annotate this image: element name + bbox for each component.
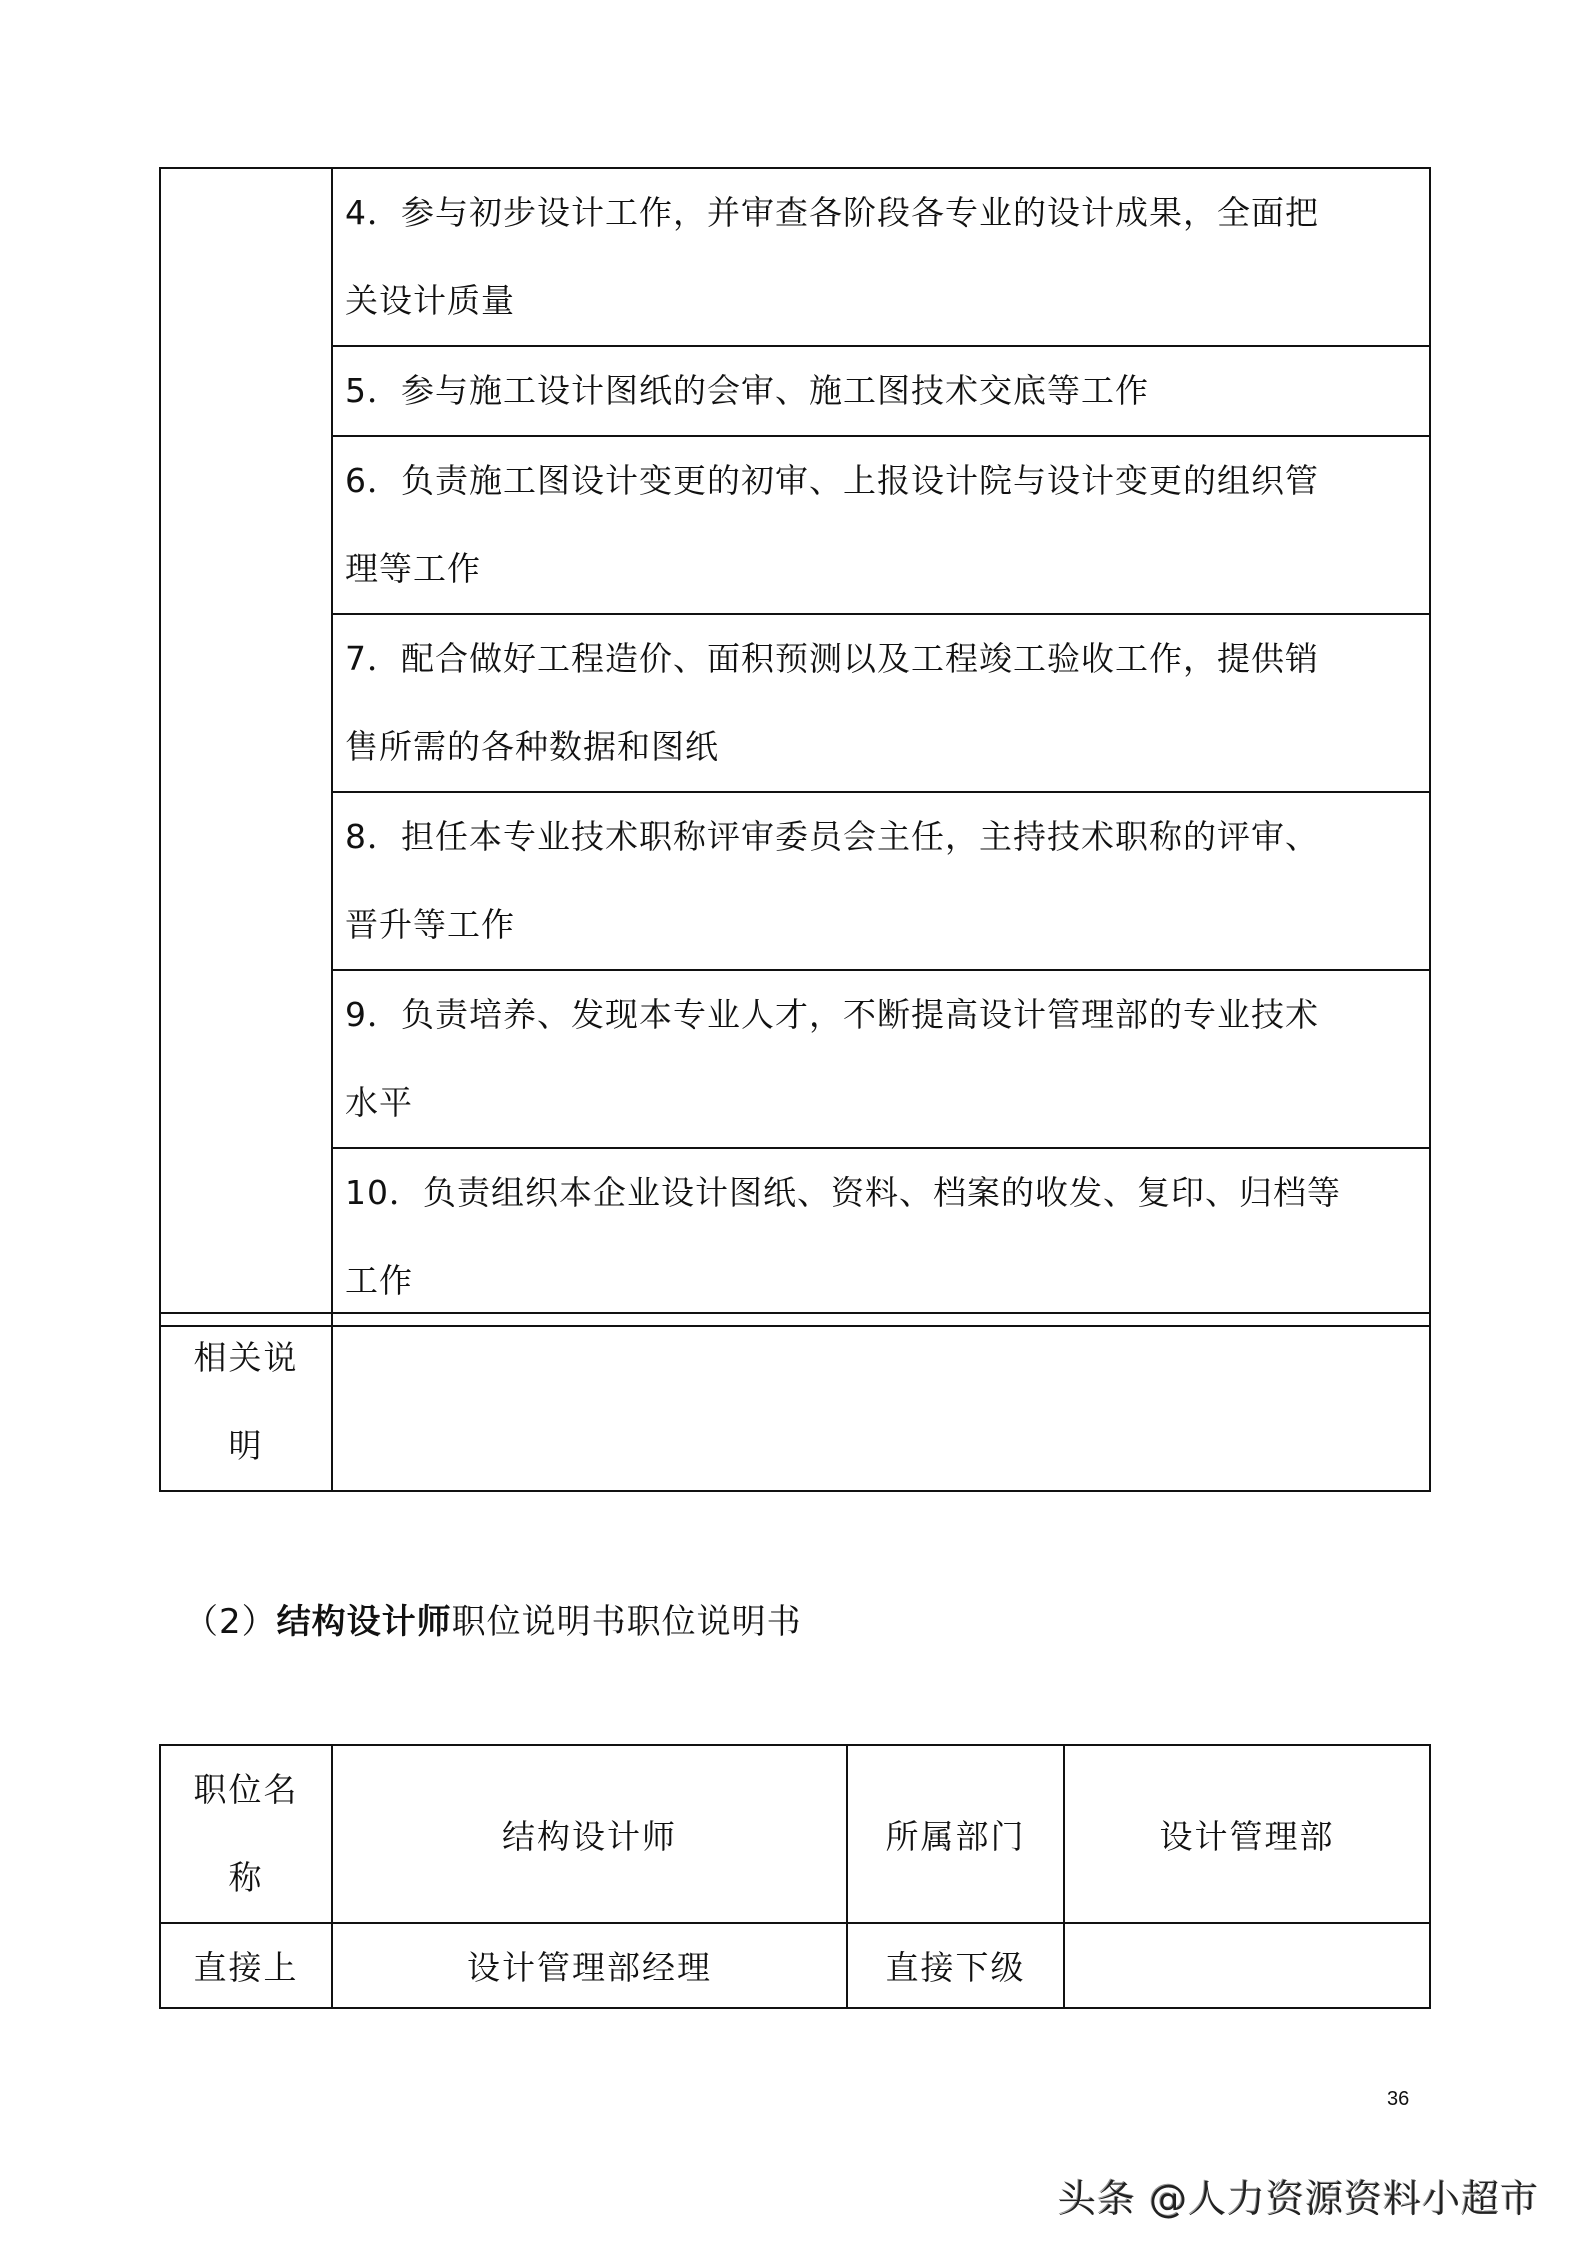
direct-superior-value: 设计管理部经理 (332, 1923, 847, 2008)
duty-text: 晋升等工作 (345, 905, 515, 944)
notes-value-cell (332, 1313, 1430, 1491)
duty-item-6 (332, 436, 1430, 614)
notes-table (159, 1312, 1431, 1492)
duty-item-10 (332, 1148, 1430, 1326)
section-title-suffix: 职位说明书职位说明书 (451, 1602, 802, 1642)
position-name-label: 职位名 (193, 1770, 299, 1809)
section-number: （2） (184, 1602, 277, 1642)
notes-label: 相关说 (193, 1338, 299, 1377)
duty-item-7 (332, 614, 1430, 792)
position-name-label: 称 (228, 1858, 264, 1897)
duty-item-8 (332, 792, 1430, 970)
duty-item-5 (332, 346, 1430, 436)
position-name-label-cell (160, 1745, 332, 1923)
position-info-table (159, 1744, 1431, 2009)
duty-text: 售所需的各种数据和图纸 (345, 727, 719, 766)
duty-text: 9．负责培养、发现本专业人才，不断提高设计管理部的专业技术 (345, 995, 1319, 1034)
duty-text: 10．负责组织本企业设计图纸、资料、档案的收发、复印、归档等 (345, 1173, 1341, 1212)
notes-label: 明 (228, 1426, 264, 1465)
department-value: 设计管理部 (1064, 1745, 1430, 1923)
direct-superior-label: 直接上 (160, 1923, 332, 2008)
duty-item-9 (332, 970, 1430, 1148)
direct-subordinate-label: 直接下级 (847, 1923, 1064, 2008)
duty-text: 关设计质量 (345, 281, 515, 320)
direct-subordinate-value (1064, 1923, 1430, 2008)
section-title-bold: 结构设计师 (276, 1602, 452, 1642)
duty-text: 5．参与施工设计图纸的会审、施工图技术交底等工作 (345, 371, 1149, 410)
job-duties-table (159, 167, 1431, 1327)
department-label: 所属部门 (847, 1745, 1064, 1923)
duty-text: 理等工作 (345, 549, 481, 588)
page-number: 36 (1387, 2088, 1410, 2110)
duty-item-4 (332, 168, 1430, 346)
duties-label-cell (160, 168, 332, 1326)
position-name-value: 结构设计师 (332, 1745, 847, 1923)
section-heading (184, 1594, 802, 1643)
duty-text: 4．参与初步设计工作，并审查各阶段各专业的设计成果，全面把 (345, 193, 1319, 232)
duty-text: 6．负责施工图设计变更的初审、上报设计院与设计变更的组织管 (345, 461, 1319, 500)
duty-text: 8．担任本专业技术职称评审委员会主任，主持技术职称的评审、 (345, 817, 1319, 856)
duty-text: 工作 (345, 1261, 413, 1300)
duty-text: 7．配合做好工程造价、面积预测以及工程竣工验收工作，提供销 (345, 639, 1319, 678)
watermark: 头条 @人力资源资料小超市 (1058, 2177, 1540, 2221)
notes-label-cell (160, 1313, 332, 1491)
duty-text: 水平 (345, 1083, 413, 1122)
